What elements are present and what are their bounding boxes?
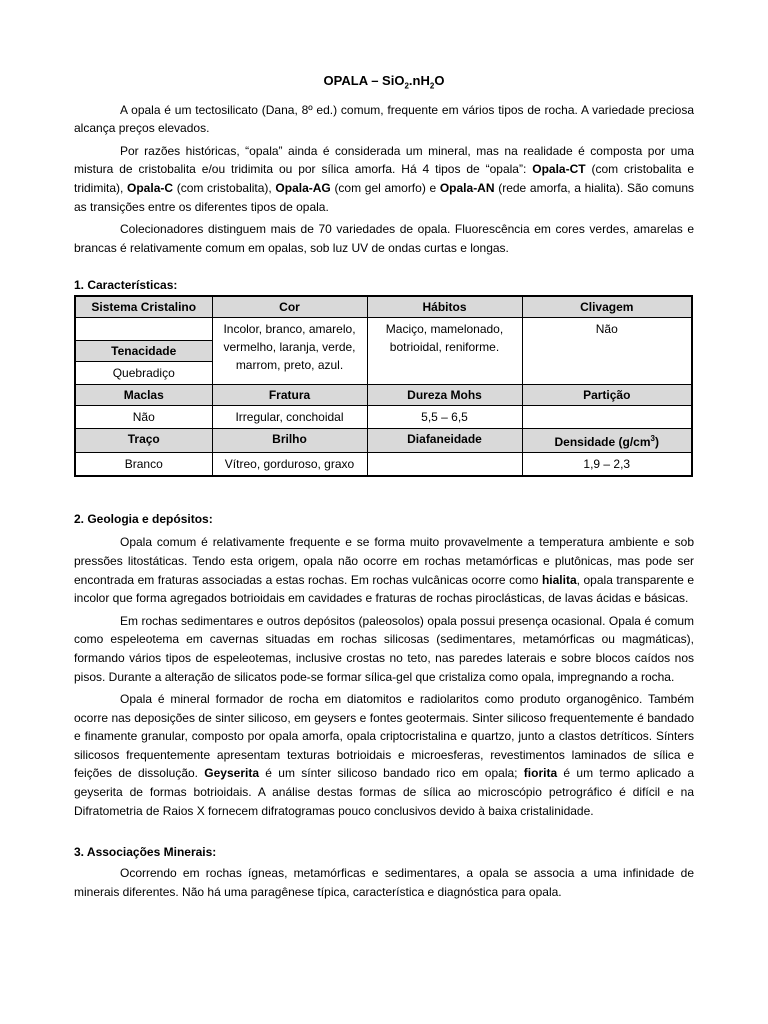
document-page: [74, 73, 694, 905]
title-subscript: 2: [404, 81, 409, 91]
header-traco: Traço: [75, 429, 212, 453]
section-heading-associacoes: 3. Associações Minerais:: [74, 845, 217, 860]
geologia-paragraph-2: Em rochas sedimentares e outros depósitos (paleosolos) opala possui presença ocasional. Opala é comum como espeleotema em cavernas situadas em rochas silicosas (sedimentares, metamórficas ou magmáticas), formando vários tipos de espeleotemas, inclusive crostas no teto, nas paredes laterais e sobre blocos caídos nos pisos. Durante a alteração de silicatos pode-se formar sílica-gel que cristaliza como opala, impregnando a rocha.: [74, 613, 694, 684]
value-brilho: Vítreo, gorduroso, graxo: [212, 453, 367, 477]
term-hialita: hialita: [541, 572, 577, 587]
page-title: [74, 73, 694, 95]
table-row: [75, 318, 692, 341]
characteristics-table: [74, 295, 693, 477]
section-heading-geologia: 2. Geologia e depósitos:: [74, 512, 213, 527]
intro-paragraph-1: A opala é um tectosilicato (Dana, 8º ed.) comum, frequente em vários tipos de rocha. A variedade preciosa alcança preços elevados.: [74, 102, 694, 136]
header-clivagem: Clivagem: [522, 296, 692, 318]
value-maclas: Não: [75, 406, 212, 429]
value-fratura: Irregular, conchoidal: [212, 406, 367, 429]
table-row: [75, 406, 692, 429]
title-text-end: O: [434, 73, 445, 88]
value-clivagem: Não: [522, 318, 692, 385]
term-opala-an: Opala-AN: [439, 180, 495, 195]
header-brilho: Brilho: [212, 429, 367, 453]
header-tenacidade: Tenacidade: [75, 341, 212, 362]
term-opala-c: Opala-C: [127, 180, 174, 195]
table-row: [75, 385, 692, 406]
table-row: [75, 296, 692, 318]
header-densidade: Densidade $(g/cm^3)$: [522, 429, 692, 453]
term-geyserita: Geyserita: [204, 766, 259, 781]
table-row: [75, 429, 692, 453]
term-opala-ct: Opala-CT: [532, 162, 586, 177]
title-text-mid: .nH: [408, 73, 430, 88]
intro-paragraph-2: Por razões históricas, “opala” ainda é considerada um mineral, mas na realidade é composta por uma mistura de cristobalita e/ou tridimita ou por sílica amorfa. Há 4 tipos de “opala”: Opala-CT (com cristobalita e tridimita), Opala-C (com cristobalita), Opala-AG (com gel amorfo) e Opala-AN (rede amorfa, a hialita). São comuns as transições entre os diferentes tipos de opala.: [74, 143, 695, 214]
section-heading-caracteristicas: 1. Características:: [74, 278, 178, 293]
value-tenacidade: Quebradiço: [75, 362, 212, 385]
title-text: OPALA – SiO: [323, 73, 405, 88]
value-sistema-cristalino: [75, 318, 212, 341]
value-particao: [522, 406, 692, 429]
value-cor: Incolor, branco, amarelo, vermelho, laranja, verde, marrom, preto, azul.: [212, 318, 367, 385]
value-habitos: Maciço, mamelonado, botrioidal, reniforme.: [367, 318, 522, 385]
value-dureza-mohs: 5,5 – 6,5: [367, 406, 522, 429]
geologia-paragraph-3: Opala é mineral formador de rocha em diatomitos e radiolaritos como produto organogênico. Também ocorre nas deposições de sinter silicoso, em geysers e fontes geotermais. Sinter silicoso frequentemente é bandado e finamente granular, composto por opala amorfa, opala criptocristalina e quartzo, junto a clastos detríticos. Sínters silicosos frequentemente apresentam texturas botrioidais e microesferas, revestimentos laminados de sílica e feições de dissolução. Geyserita é um sínter silicoso bandado rico em opala; fiorita é um termo aplicado a geyserita de formas botrioidais. A análise destas formas de sílica ao microscópio petrográfico é difícil e na Difratometria de Raios X fornecem difratogramas pouco conclusivos devido à baixa cristalinidade.: [74, 692, 695, 818]
header-particao: Partição: [522, 385, 692, 406]
header-fratura: Fratura: [212, 385, 367, 406]
header-sistema-cristalino: Sistema Cristalino: [75, 296, 212, 318]
header-maclas: Maclas: [75, 385, 212, 406]
header-diafaneidade: Diafaneidade: [367, 429, 522, 453]
value-traco: Branco: [75, 453, 212, 477]
header-dureza-mohs: Dureza Mohs: [367, 385, 522, 406]
associacoes-paragraph-1: Ocorrendo em rochas ígneas, metamórficas e sedimentares, a opala se associa a uma infinidade de minerais diferentes. Não há uma paragênese típica, característica e diagnóstica para opala.: [74, 866, 694, 899]
term-fiorita: fiorita: [523, 766, 558, 781]
value-densidade: 1,9 – 2,3: [522, 453, 692, 477]
intro-paragraph-3: Colecionadores distinguem mais de 70 variedades de opala. Fluorescência em cores verdes, amarelas e brancas é relativamente comum em opalas, sob luz UV de ondas curtas e longas.: [74, 222, 694, 255]
header-cor: Cor: [212, 296, 367, 318]
geologia-paragraph-1: Opala comum é relativamente frequente e se forma muito provavelmente a temperatura ambiente e sob pressões litostáticas. Tendo esta origem, opala não ocorre em rochas metamórficas e plutônicas, mas pode ser encontrada em fraturas associadas a estas rochas. Em rochas vulcânicas ocorre como hialita, opala transparente e incolor que forma agregados botrioidais em cavidades e fraturas de rochas piroclásticas, de lavas ácidas e básicas.: [74, 535, 694, 606]
term-opala-ag: Opala-AG: [275, 180, 331, 195]
value-diafaneidade: [367, 453, 522, 477]
header-habitos: Hábitos: [367, 296, 522, 318]
table-row: [75, 453, 692, 477]
title-subscript-2: 2: [429, 81, 435, 91]
